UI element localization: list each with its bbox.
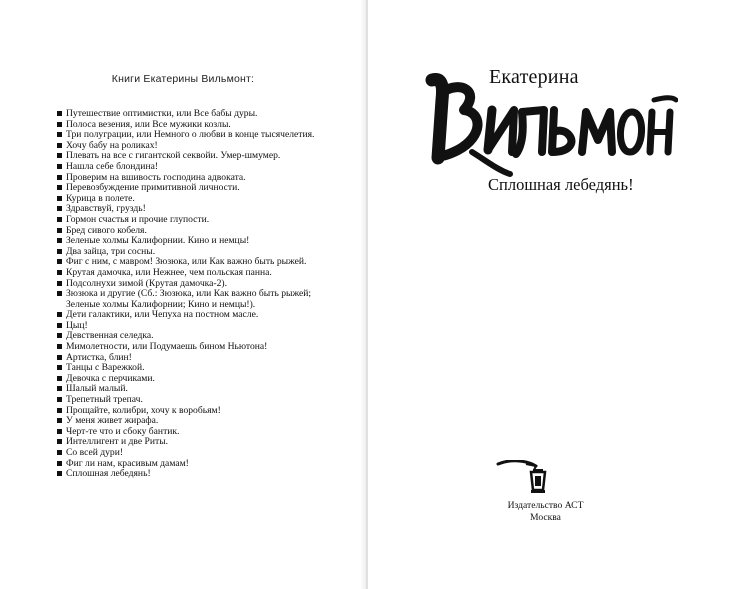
- square-bullet-icon: [57, 471, 62, 476]
- book-title-text: Артистка, блин!: [66, 351, 132, 363]
- square-bullet-icon: [57, 111, 62, 116]
- square-bullet-icon: [57, 164, 62, 169]
- square-bullet-icon: [57, 333, 62, 338]
- author-last-name-logo: [418, 70, 678, 180]
- book-title-text: Хочу бабу на роликах!: [66, 139, 158, 151]
- square-bullet-icon: [57, 365, 62, 370]
- square-bullet-icon: [57, 228, 62, 233]
- square-bullet-icon: [57, 291, 62, 296]
- book-title-text: Девочка с перчиками.: [66, 372, 155, 384]
- square-bullet-icon: [57, 259, 62, 264]
- square-bullet-icon: [57, 132, 62, 137]
- book-title-text: Зюзюка и другие (Сб.: Зюзюка, или Как важно быть рыжей;: [66, 288, 312, 300]
- author-first-name: Екатерина: [489, 66, 579, 88]
- book-title-text: Гормон счастья и прочие глупости.: [66, 213, 210, 225]
- square-bullet-icon: [57, 323, 62, 328]
- book-title-text: Перевозбуждение примитивной личности.: [66, 182, 240, 194]
- book-title-text: У меня живет жирафа.: [66, 415, 159, 427]
- square-bullet-icon: [57, 185, 62, 190]
- book-title-text: Три полуграции, или Немного о любви в конце тысячелетия.: [66, 129, 315, 141]
- lantern-icon: [496, 460, 556, 495]
- book-title-text: Фиг с ним, с мавром! Зюзюка, или Как важно быть рыжей.: [66, 256, 307, 268]
- square-bullet-icon: [57, 122, 62, 127]
- square-bullet-icon: [57, 397, 62, 402]
- book-title-text: Путешествие оптимистки, или Все бабы дуры.: [66, 108, 258, 119]
- square-bullet-icon: [57, 206, 62, 211]
- book-list-item: [57, 448, 314, 459]
- book-title: Сплошная лебедянь!: [488, 175, 634, 194]
- book-title-text: Зеленые холмы Калифорнии. Кино и немцы!: [66, 235, 250, 247]
- book-title-text: Интеллигент и две Риты.: [66, 436, 169, 448]
- square-bullet-icon: [57, 439, 62, 444]
- book-title-text: Дети галактики, или Чепуха на постном масле.: [66, 309, 259, 321]
- book-list: [57, 109, 314, 480]
- publisher-city: Москва: [530, 512, 561, 523]
- book-list-item: [57, 268, 314, 279]
- square-bullet-icon: [57, 281, 62, 286]
- book-title-text: Со всей дури!: [66, 447, 124, 458]
- book-title-text: Здравствуй, груздь!: [66, 203, 146, 215]
- book-title-text: Курица в полете.: [66, 192, 135, 204]
- book-title-text: Подсолнухи зимой (Крутая дамочка-2).: [66, 277, 228, 289]
- square-bullet-icon: [57, 376, 62, 381]
- book-title-text: Бред сивого кобеля.: [66, 224, 147, 236]
- book-title-text: Зеленые холмы Калифорнии; Кино и немцы!).: [66, 298, 256, 310]
- square-bullet-icon: [57, 450, 62, 455]
- square-bullet-icon: [57, 344, 62, 349]
- book-list-item: [57, 215, 314, 226]
- book-list-item: [57, 310, 314, 321]
- book-title-text: Два зайца, три сосны.: [66, 245, 156, 257]
- book-title-text: Шалый малый.: [66, 383, 128, 395]
- books-heading: Книги Екатерины Вильмонт:: [111, 73, 255, 85]
- square-bullet-icon: [57, 312, 62, 317]
- square-bullet-icon: [57, 196, 62, 201]
- book-title-text: Фиг ли нам, красивым дамам!: [66, 457, 189, 469]
- book-list-item: [57, 289, 314, 310]
- square-bullet-icon: [57, 249, 62, 254]
- book-title-text: Девственная селедка.: [66, 330, 154, 342]
- book-list-item: [57, 162, 314, 173]
- book-title-text: Сплошная лебедянь!: [66, 468, 151, 480]
- book-title-text: Нашла себе блондина!: [66, 160, 159, 172]
- book-title-text: Прощайте, колибри, хочу к воробьям!: [66, 404, 221, 416]
- square-bullet-icon: [57, 175, 62, 180]
- square-bullet-icon: [57, 355, 62, 360]
- square-bullet-icon: [57, 270, 62, 275]
- book-list-item: [57, 469, 314, 480]
- book-title-text: Черт-те что и сбоку бантик.: [66, 425, 180, 437]
- book-title-text: Мимолетности, или Подумаешь бином Ньютона!: [66, 341, 268, 353]
- square-bullet-icon: [57, 238, 62, 243]
- book-title-text: Проверим на вшивость господина адвоката.: [66, 171, 246, 183]
- book-title-text: Трепетный трепач.: [66, 394, 143, 406]
- book-title-text: Танцы с Варежкой.: [66, 362, 145, 374]
- book-title-text: Крутая дамочка, или Нежнее, чем польская панна.: [66, 266, 272, 278]
- square-bullet-icon: [57, 143, 62, 148]
- square-bullet-icon: [57, 153, 62, 158]
- book-title-text: Плевать на все с гигантской секвойи. Умер-шмумер.: [66, 150, 281, 162]
- book-title-text: Цыц!: [66, 319, 88, 331]
- square-bullet-icon: [57, 217, 62, 222]
- square-bullet-icon: [57, 418, 62, 423]
- square-bullet-icon: [57, 408, 62, 413]
- publisher-name: Издательство АСТ: [507, 500, 584, 511]
- square-bullet-icon: [57, 429, 62, 434]
- book-list-item: [57, 109, 314, 120]
- book-title-text: Полоса везения, или Все мужики козлы.: [66, 118, 231, 130]
- square-bullet-icon: [57, 461, 62, 466]
- square-bullet-icon: [57, 386, 62, 391]
